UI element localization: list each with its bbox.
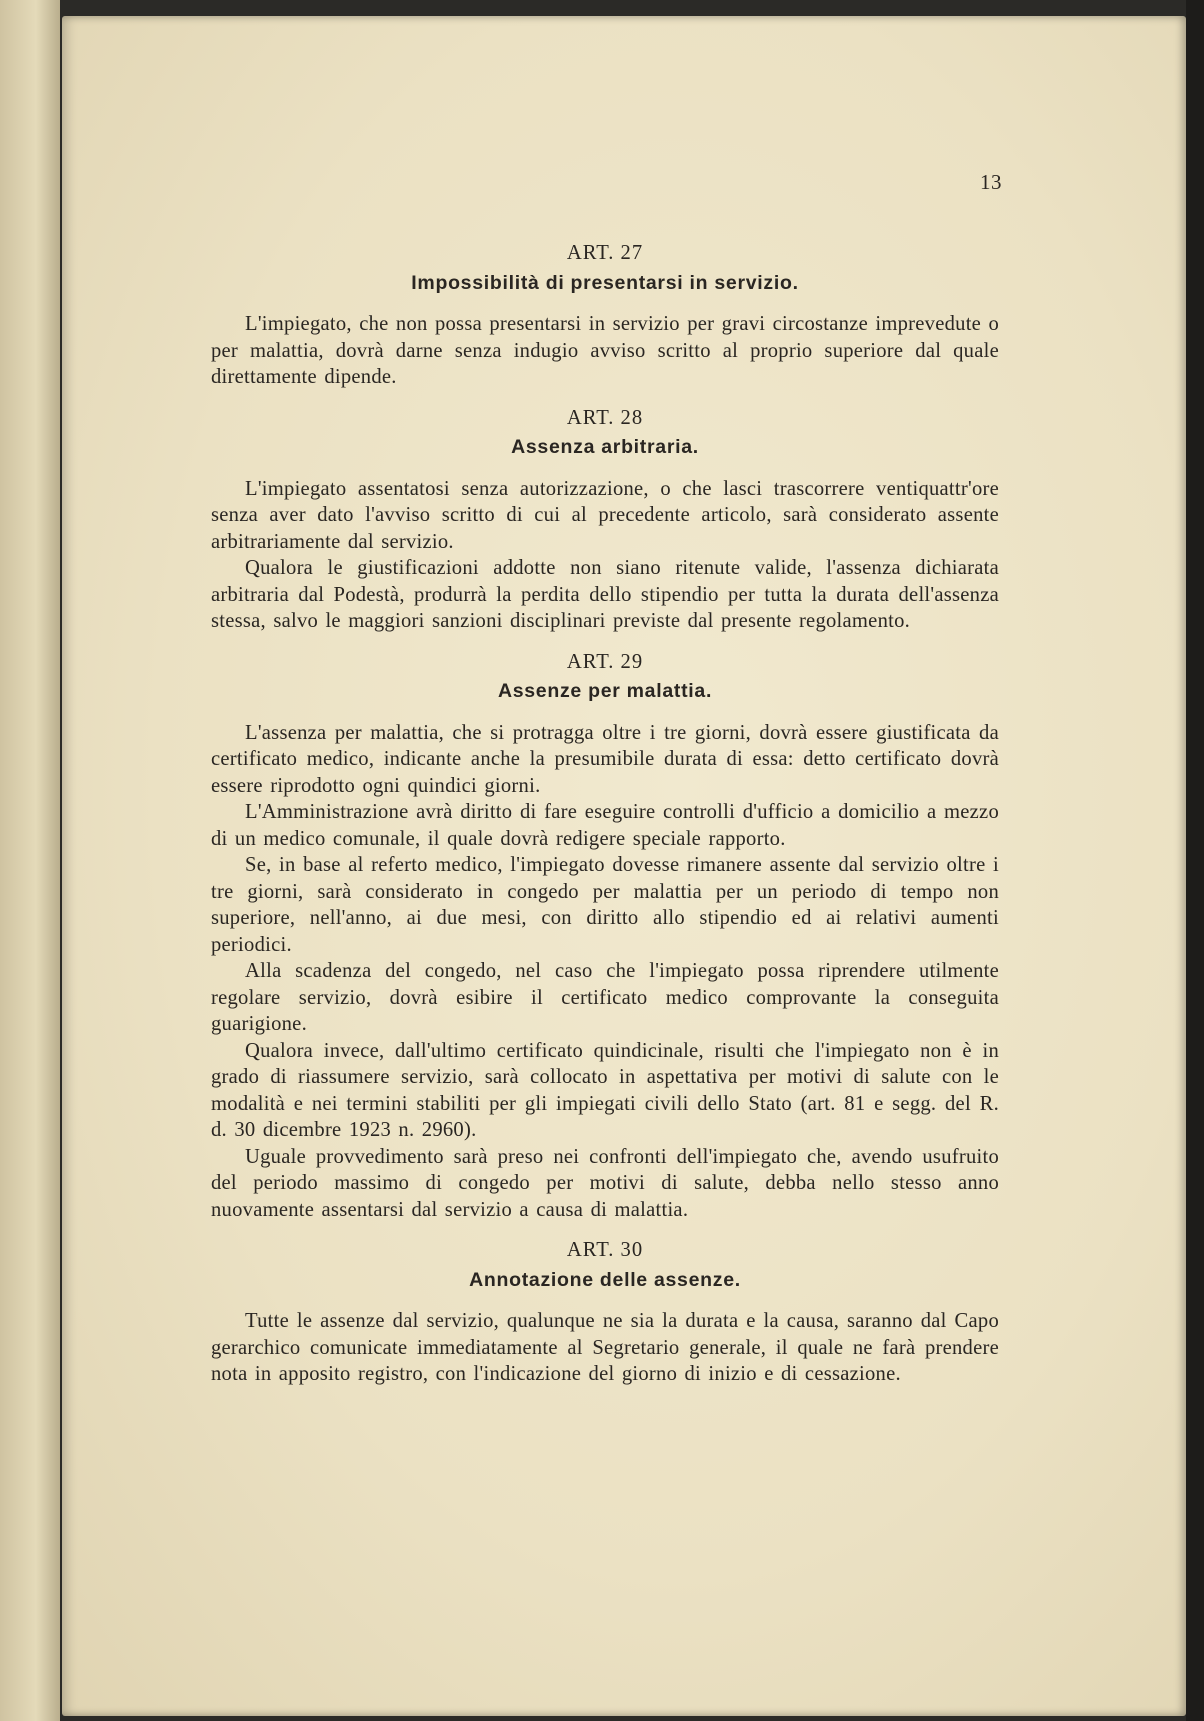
paragraph: Se, in base al referto medico, l'impiegato dovesse rimanere assente dal servizio oltre i tre giorni, sarà considerato in congedo per malattia per un periodo di tempo non superiore, nell'anno, ai due mesi, con diritto allo stipendio ed ai relativi aumenti periodici. [211, 854, 999, 956]
left-page-edge [0, 0, 60, 1721]
paragraph: Uguale provvedimento sarà preso nei confronti dell'impiegato che, avendo usufruito del periodo massimo di congedo per motivi di salute, debba nello stesso anno nuovamente assentarsi dal servizio a causa di malattia. [211, 1145, 999, 1221]
document-page [62, 16, 1186, 1716]
paragraph: L'impiegato, che non possa presentarsi in servizio per gravi circostanze imprevedute o per malattia, dovrà darne senza indugio avviso scritto al proprio superiore dal quale direttamente dipende. [211, 313, 1000, 388]
page-content [211, 240, 999, 1388]
article-29 [211, 649, 999, 1224]
article-title: Annotazione delle assenze. [469, 1268, 741, 1291]
article-title: Assenza arbitraria. [511, 436, 699, 458]
article-number: ART. 27 [566, 242, 644, 264]
paragraph: L'impiegato assentatosi senza autorizzazione, o che lasci trascorrere ventiquattr'ore senza aver dato l'avviso scritto di cui al precedente articolo, sarà considerato assente arbitrariamente dal servizio. [211, 477, 999, 553]
article-30 [211, 1237, 999, 1388]
article-title: Impossibilità di presentarsi in servizio. [411, 271, 799, 294]
article-number: ART. 28 [566, 406, 644, 429]
article-title: Assenze per malattia. [497, 680, 713, 702]
paragraph: Qualora invece, dall'ultimo certificato quindicinale, risulti che l'impiegato non è in grado di riassumere servizio, sarà collocato in aspettativa per motivi di salute con le modalità e nei termini stabiliti per gli impiegati civili dello Stato (art. 81 e segg. del R. d. 30 dicembre 1923 n. 2960). [211, 1039, 999, 1141]
article-number: ART. 30 [566, 1239, 644, 1261]
paragraph: Tutte le assenze dal servizio, qualunque ne sia la durata e la causa, saranno dal Capo gerarchico comunicate immediatamente al Segretario generale, il quale ne farà prendere nota in apposito registro, con l'indicazione del giorno di inizio e di cessazione. [211, 1310, 999, 1385]
article-number: ART. 29 [566, 650, 644, 673]
right-page-edge [1186, 0, 1204, 1721]
article-27 [211, 240, 999, 391]
paragraph: Alla scadenza del congedo, nel caso che l'impiegato possa riprendere utilmente regolare servizio, dovrà esibire il certificato medico comprovante la conseguita guarigione. [211, 960, 999, 1035]
article-28 [211, 405, 999, 635]
paragraph: Qualora le giustificazioni addotte non siano ritenute valide, l'assenza dichiarata arbitraria dal Podestà, produrrà la perdita dello stipendio per tutta la durata dell'assenza stessa, salvo le maggiori sanzioni disciplinari previste dal presente regolamento. [211, 557, 999, 632]
paragraph: L'Amministrazione avrà diritto di fare eseguire controlli d'ufficio a domicilio a mezzo di un medico comunale, il quale dovrà redigere speciale rapporto. [211, 801, 999, 850]
paragraph: L'assenza per malattia, che si protragga oltre i tre giorni, dovrà essere giustificata da certificato medico, indicante anche la presumibile durata di essa: detto certificato dovrà essere riprodotto ogni quindici giorni. [211, 721, 999, 797]
page-number: 13 [980, 170, 1002, 194]
